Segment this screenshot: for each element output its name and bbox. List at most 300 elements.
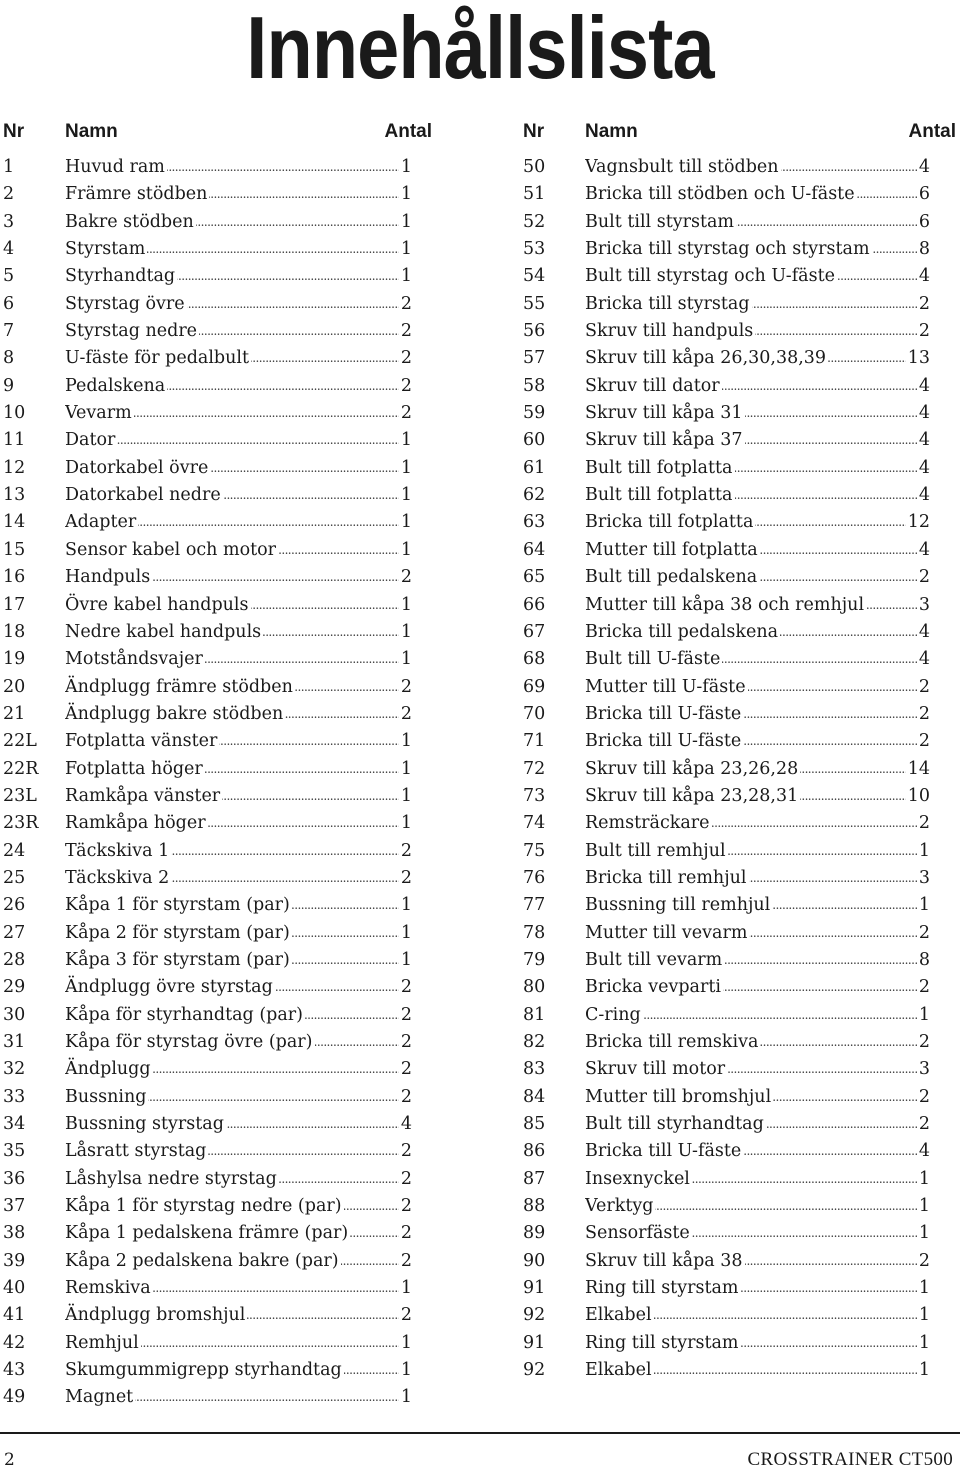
part-number: 39 xyxy=(3,1250,26,1271)
list-item xyxy=(520,537,952,564)
part-number: 67 xyxy=(523,621,546,642)
part-name: Kåpa 2 för styrstam (par) xyxy=(65,922,290,943)
list-item xyxy=(0,373,432,400)
list-item xyxy=(0,1056,432,1083)
part-quantity: 3 xyxy=(917,592,930,619)
part-quantity: 1 xyxy=(917,1220,930,1247)
part-quantity: 2 xyxy=(917,1111,930,1138)
list-item xyxy=(520,1138,952,1165)
part-quantity: 2 xyxy=(399,865,412,892)
product-name: CROSSTRAINER CT500 xyxy=(747,1449,953,1470)
list-item xyxy=(520,701,952,728)
part-number: 29 xyxy=(3,977,26,998)
list-item xyxy=(0,537,432,564)
part-name: Styrstag övre xyxy=(65,293,185,314)
footer-divider xyxy=(0,1432,960,1434)
part-number: 77 xyxy=(523,895,546,916)
part-name-leader xyxy=(585,1275,930,1302)
header-nr: Nr xyxy=(3,121,25,142)
part-name-leader xyxy=(65,455,412,482)
part-quantity: 2 xyxy=(399,564,412,591)
part-name: Bricka till pedalskena xyxy=(585,621,779,642)
part-quantity: 6 xyxy=(917,181,930,208)
part-number: 33 xyxy=(3,1086,26,1107)
part-name: Bricka till styrstag xyxy=(585,293,750,314)
part-name: Bult till styrstag och U-fäste xyxy=(585,266,835,287)
part-name: Skruv till handpuls xyxy=(585,321,754,342)
part-name-leader xyxy=(65,291,412,318)
part-name: Fotplatta höger xyxy=(65,758,203,779)
part-quantity: 2 xyxy=(917,974,930,1001)
part-quantity: 1 xyxy=(917,838,930,865)
part-name: Insexnyckel xyxy=(585,1168,690,1189)
part-quantity: 3 xyxy=(917,1056,930,1083)
list-item xyxy=(520,373,952,400)
list-item xyxy=(0,1248,432,1275)
list-item xyxy=(0,1193,432,1220)
part-number: 12 xyxy=(3,457,26,478)
part-number: 32 xyxy=(3,1059,26,1080)
list-item xyxy=(520,838,952,865)
part-name: Vevarm xyxy=(65,403,132,424)
part-number: 9 xyxy=(3,375,15,396)
part-quantity: 8 xyxy=(917,236,930,263)
part-name-leader xyxy=(585,154,930,181)
part-name-leader xyxy=(65,400,412,427)
part-quantity: 2 xyxy=(399,1056,412,1083)
list-item xyxy=(0,1220,432,1247)
part-quantity: 2 xyxy=(399,974,412,1001)
part-name-leader xyxy=(585,373,930,400)
part-quantity: 4 xyxy=(917,537,930,564)
part-name-leader xyxy=(65,947,412,974)
part-quantity: 1 xyxy=(399,947,412,974)
part-name-leader xyxy=(65,1357,412,1384)
list-item xyxy=(0,482,432,509)
part-name: Ändplugg främre stödben xyxy=(65,676,293,697)
part-name-leader xyxy=(65,920,412,947)
part-name-leader xyxy=(65,1248,412,1275)
part-number: 14 xyxy=(3,512,26,533)
list-item xyxy=(0,291,432,318)
part-number: 49 xyxy=(3,1387,26,1408)
part-name-leader xyxy=(65,1330,412,1357)
part-name: Mutter till bromshjul xyxy=(585,1086,772,1107)
part-name: Bult till U-fäste xyxy=(585,649,721,670)
part-name: Bricka till stödben och U-fäste xyxy=(585,184,855,205)
part-number: 80 xyxy=(523,977,546,998)
part-number: 84 xyxy=(523,1086,546,1107)
part-quantity: 2 xyxy=(917,674,930,701)
part-name: Kåpa 2 pedalskena bakre (par) xyxy=(65,1250,339,1271)
part-quantity: 4 xyxy=(917,427,930,454)
list-item xyxy=(0,455,432,482)
part-name: Bricka till styrstag och styrstam xyxy=(585,239,870,260)
part-name: Ring till styrstam xyxy=(585,1332,739,1353)
list-item xyxy=(0,400,432,427)
part-name: Bricka till U-fäste xyxy=(585,731,742,752)
part-name: Skruv till kåpa 26,30,38,39 xyxy=(585,348,827,369)
part-name-leader xyxy=(65,1138,412,1165)
part-number: 40 xyxy=(3,1278,26,1299)
part-number: 74 xyxy=(523,813,546,834)
part-name: Kåpa för styrstag övre (par) xyxy=(65,1032,313,1052)
part-name: Skruv till kåpa 31 xyxy=(585,403,743,424)
part-name-leader xyxy=(65,756,412,783)
part-name: Pedalskena xyxy=(65,375,166,396)
part-name: Kåpa för styrhandtag (par) xyxy=(65,1004,303,1025)
part-quantity: 2 xyxy=(399,1302,412,1329)
part-number: 24 xyxy=(3,840,26,861)
part-name: Bricka till U-fäste xyxy=(585,1141,742,1162)
part-name-leader xyxy=(65,318,412,345)
list-item xyxy=(0,1275,432,1302)
list-item xyxy=(520,1111,952,1138)
part-name: Bult till vevarm xyxy=(585,949,723,970)
list-item xyxy=(0,592,432,619)
part-name: Kåpa 1 pedalskena främre (par) xyxy=(65,1223,349,1244)
part-quantity: 2 xyxy=(399,1220,412,1247)
part-name-leader xyxy=(585,427,930,454)
part-name-leader xyxy=(585,537,930,564)
part-number: 11 xyxy=(3,430,26,451)
part-name-leader xyxy=(585,1357,930,1384)
part-name: Täckskiva 2 xyxy=(65,867,170,888)
part-name-leader xyxy=(65,1084,412,1111)
part-name: Kåpa 1 för styrstag nedre (par) xyxy=(65,1196,342,1217)
part-name: Bricka vevparti xyxy=(585,977,721,998)
part-quantity: 2 xyxy=(917,728,930,755)
part-name: Bricka till fotplatta xyxy=(585,512,754,533)
part-quantity: 1 xyxy=(399,728,412,755)
part-number: 89 xyxy=(523,1223,546,1244)
parts-list-right xyxy=(520,154,952,1384)
part-number: 27 xyxy=(3,922,26,943)
part-name-leader xyxy=(65,1056,412,1083)
part-number: 18 xyxy=(3,621,26,642)
part-name-leader xyxy=(585,783,930,810)
column-header xyxy=(0,118,432,146)
part-quantity: 2 xyxy=(399,345,412,372)
part-quantity: 2 xyxy=(399,838,412,865)
part-name: Skruv till motor xyxy=(585,1059,726,1080)
part-name-leader xyxy=(585,1302,930,1329)
header-qty: Antal xyxy=(908,121,956,142)
part-quantity: 2 xyxy=(399,1248,412,1275)
part-name-leader xyxy=(585,619,930,646)
part-name-leader xyxy=(585,482,930,509)
list-item xyxy=(0,1029,432,1056)
list-item xyxy=(520,1302,952,1329)
part-number: 38 xyxy=(3,1223,26,1244)
part-quantity: 4 xyxy=(917,400,930,427)
part-name-leader xyxy=(65,373,412,400)
part-name-leader xyxy=(65,564,412,591)
part-number: 62 xyxy=(523,485,546,506)
list-item xyxy=(0,838,432,865)
part-number: 42 xyxy=(3,1332,26,1353)
part-name: Sensor kabel och motor xyxy=(65,539,277,560)
part-number: 15 xyxy=(3,539,26,560)
list-item xyxy=(0,783,432,810)
part-number: 22L xyxy=(3,731,37,752)
part-name-leader xyxy=(585,728,930,755)
list-item xyxy=(520,564,952,591)
part-quantity: 10 xyxy=(906,783,930,810)
part-name-leader xyxy=(585,974,930,1001)
part-number: 79 xyxy=(523,949,546,970)
part-name-leader xyxy=(585,1138,930,1165)
parts-list-left xyxy=(0,154,432,1412)
page-title: Innehållslista xyxy=(246,0,714,97)
list-item xyxy=(0,209,432,236)
part-name-leader xyxy=(585,674,930,701)
part-name: Ändplugg bakre stödben xyxy=(65,703,284,724)
part-number: 43 xyxy=(3,1360,26,1381)
part-quantity: 2 xyxy=(399,400,412,427)
list-item xyxy=(0,1084,432,1111)
part-name: Bussning till remhjul xyxy=(585,895,771,916)
part-name-leader xyxy=(585,947,930,974)
part-quantity: 1 xyxy=(399,537,412,564)
list-item xyxy=(0,646,432,673)
part-quantity: 2 xyxy=(917,291,930,318)
part-quantity: 1 xyxy=(917,892,930,919)
part-number: 63 xyxy=(523,512,546,533)
part-name: Datorkabel övre xyxy=(65,457,209,478)
part-number: 41 xyxy=(3,1305,26,1326)
list-item xyxy=(520,728,952,755)
part-number: 8 xyxy=(3,348,15,369)
part-quantity: 2 xyxy=(399,1084,412,1111)
part-quantity: 1 xyxy=(399,209,412,236)
part-name-leader xyxy=(65,783,412,810)
part-name: Bult till fotplatta xyxy=(585,485,733,506)
part-quantity: 14 xyxy=(906,756,930,783)
part-number: 60 xyxy=(523,430,546,451)
list-item xyxy=(0,974,432,1001)
header-nr: Nr xyxy=(523,121,545,142)
part-name: Verktyg xyxy=(585,1196,654,1217)
list-item xyxy=(0,674,432,701)
part-quantity: 2 xyxy=(399,318,412,345)
part-number: 91 xyxy=(523,1332,546,1353)
list-item xyxy=(0,1302,432,1329)
part-name-leader xyxy=(585,1330,930,1357)
part-number: 19 xyxy=(3,649,26,670)
part-name: Elkabel xyxy=(585,1305,652,1326)
part-name: Elkabel xyxy=(585,1360,652,1381)
part-name-leader xyxy=(65,892,412,919)
part-quantity: 13 xyxy=(906,345,930,372)
part-number: 59 xyxy=(523,403,546,424)
list-item xyxy=(520,1166,952,1193)
part-quantity: 1 xyxy=(399,455,412,482)
part-number: 51 xyxy=(523,184,546,205)
part-name: Bakre stödben xyxy=(65,211,194,232)
part-name-leader xyxy=(585,318,930,345)
list-item xyxy=(520,674,952,701)
column-header xyxy=(520,118,956,146)
list-item xyxy=(520,810,952,837)
part-number: 52 xyxy=(523,211,546,232)
part-name: Ring till styrstam xyxy=(585,1278,739,1299)
list-item xyxy=(0,564,432,591)
part-quantity: 2 xyxy=(917,810,930,837)
part-name-leader xyxy=(585,181,930,208)
part-quantity: 4 xyxy=(399,1111,412,1138)
part-name-leader xyxy=(585,1193,930,1220)
part-number: 71 xyxy=(523,731,546,752)
part-number: 17 xyxy=(3,594,26,615)
part-quantity: 1 xyxy=(399,181,412,208)
part-name-leader xyxy=(585,509,930,536)
part-name: Skumgummigrepp styrhandtag xyxy=(65,1360,342,1381)
part-number: 4 xyxy=(3,239,15,260)
part-number: 78 xyxy=(523,922,546,943)
part-name-leader xyxy=(65,1193,412,1220)
part-quantity: 1 xyxy=(917,1002,930,1029)
list-item xyxy=(0,154,432,181)
part-name-leader xyxy=(65,674,412,701)
list-item xyxy=(520,263,952,290)
part-number: 26 xyxy=(3,895,26,916)
list-item xyxy=(0,865,432,892)
part-name: Remskiva xyxy=(65,1278,151,1299)
part-name: Skruv till dator xyxy=(585,375,720,396)
part-name-leader xyxy=(65,181,412,208)
list-item xyxy=(520,181,952,208)
part-name: Bricka till remskiva xyxy=(585,1032,759,1052)
part-number: 69 xyxy=(523,676,546,697)
part-quantity: 2 xyxy=(399,1002,412,1029)
part-number: 6 xyxy=(3,293,15,314)
part-name: Bussning xyxy=(65,1086,147,1107)
list-item xyxy=(520,455,952,482)
part-name-leader xyxy=(585,701,930,728)
list-item xyxy=(520,1002,952,1029)
part-name: Skruv till kåpa 23,26,28 xyxy=(585,758,799,779)
part-name: Datorkabel nedre xyxy=(65,485,221,506)
part-quantity: 8 xyxy=(917,947,930,974)
part-number: 20 xyxy=(3,676,26,697)
part-quantity: 1 xyxy=(399,1357,412,1384)
part-number: 34 xyxy=(3,1114,26,1135)
part-name-leader xyxy=(585,564,930,591)
part-name: Bult till fotplatta xyxy=(585,457,733,478)
part-name-leader xyxy=(65,701,412,728)
list-item xyxy=(520,947,952,974)
part-name-leader xyxy=(585,209,930,236)
list-item xyxy=(0,318,432,345)
part-name-leader xyxy=(585,920,930,947)
part-name-leader xyxy=(585,1029,930,1056)
part-name-leader xyxy=(585,455,930,482)
part-name: Remsträckare xyxy=(585,813,710,834)
part-name-leader xyxy=(65,810,412,837)
part-name-leader xyxy=(585,345,930,372)
part-name: Ändplugg xyxy=(65,1059,151,1080)
list-item xyxy=(0,236,432,263)
list-item xyxy=(520,1029,952,1056)
part-name: Styrhandtag xyxy=(65,266,176,287)
list-item xyxy=(0,1002,432,1029)
part-number: 3 xyxy=(3,211,15,232)
part-quantity: 1 xyxy=(917,1193,930,1220)
list-item xyxy=(520,1357,952,1384)
part-name-leader xyxy=(65,1002,412,1029)
part-number: 61 xyxy=(523,457,546,478)
list-item xyxy=(520,318,952,345)
part-number: 21 xyxy=(3,703,26,724)
list-item xyxy=(520,783,952,810)
part-name: Nedre kabel handpuls xyxy=(65,621,262,642)
part-name: Skruv till kåpa 38 xyxy=(585,1250,743,1271)
part-quantity: 1 xyxy=(399,1330,412,1357)
part-number: 53 xyxy=(523,239,546,260)
part-quantity: 12 xyxy=(906,509,930,536)
part-name-leader xyxy=(585,263,930,290)
part-name-leader xyxy=(65,1220,412,1247)
part-number: 81 xyxy=(523,1004,546,1025)
part-name-leader xyxy=(585,810,930,837)
part-name: Styrstag nedre xyxy=(65,321,198,342)
part-name-leader xyxy=(585,646,930,673)
list-item xyxy=(520,1193,952,1220)
part-number: 83 xyxy=(523,1059,546,1080)
part-name: Handpuls xyxy=(65,567,151,588)
list-item xyxy=(520,865,952,892)
list-item xyxy=(520,974,952,1001)
part-name-leader xyxy=(65,509,412,536)
part-name-leader xyxy=(65,263,412,290)
part-number: 56 xyxy=(523,321,546,342)
part-name-leader xyxy=(585,592,930,619)
part-name-leader xyxy=(65,209,412,236)
list-item xyxy=(520,427,952,454)
part-number: 68 xyxy=(523,649,546,670)
part-name: Bult till pedalskena xyxy=(585,567,758,588)
part-name-leader xyxy=(585,400,930,427)
part-quantity: 4 xyxy=(917,455,930,482)
part-quantity: 4 xyxy=(917,263,930,290)
part-name-leader xyxy=(65,236,412,263)
part-number: 28 xyxy=(3,949,26,970)
list-item xyxy=(0,1357,432,1384)
list-item xyxy=(0,427,432,454)
part-name-leader xyxy=(65,838,412,865)
part-number: 72 xyxy=(523,758,546,779)
part-number: 35 xyxy=(3,1141,26,1162)
part-quantity: 2 xyxy=(399,1193,412,1220)
list-item xyxy=(0,509,432,536)
part-quantity: 2 xyxy=(399,674,412,701)
part-name: Täckskiva 1 xyxy=(65,840,170,861)
part-name-leader xyxy=(65,1111,412,1138)
part-quantity: 2 xyxy=(399,1029,412,1056)
part-name-leader xyxy=(65,345,412,372)
part-number: 50 xyxy=(523,157,546,177)
list-item xyxy=(520,154,952,181)
list-item xyxy=(0,728,432,755)
part-number: 30 xyxy=(3,1004,26,1025)
list-item xyxy=(520,619,952,646)
part-quantity: 1 xyxy=(399,756,412,783)
list-item xyxy=(0,1384,432,1411)
list-item xyxy=(0,892,432,919)
part-name: Bricka till remhjul xyxy=(585,867,747,888)
list-item xyxy=(520,920,952,947)
